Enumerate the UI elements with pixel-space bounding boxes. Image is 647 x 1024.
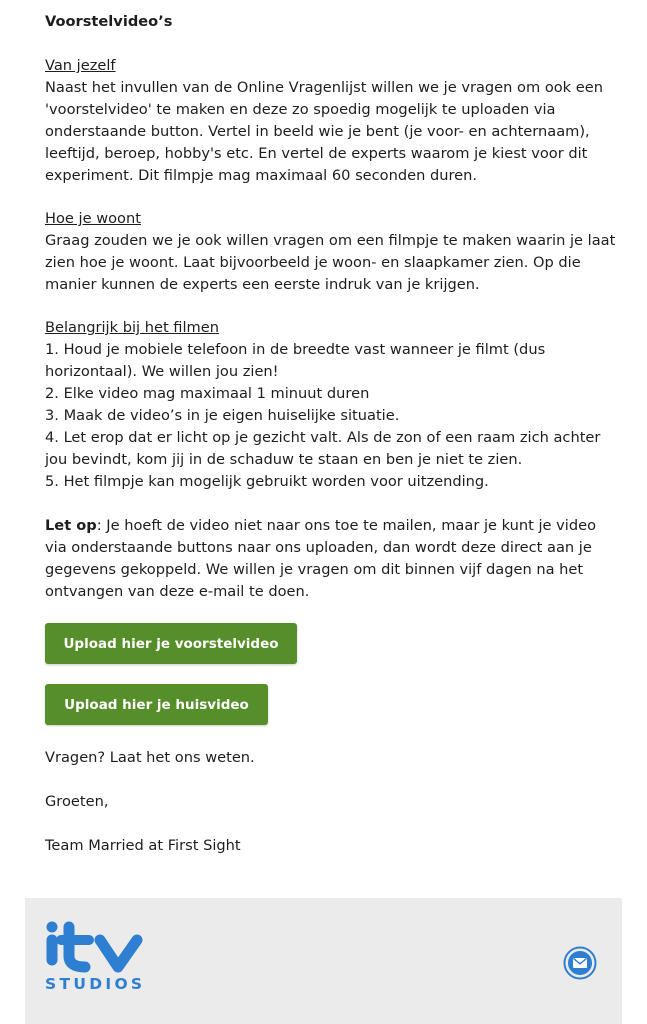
list-item: 3. Maak de video’s in je eigen huiselijke situatie.	[45, 407, 400, 424]
section-heading-belangrijk: Belangrijk bij het filmen	[45, 319, 219, 336]
notice-line: via onderstaande buttons naar ons uploaden, dan wordt deze direct aan je	[45, 539, 592, 556]
paragraph-line: Naast het invullen van de Online Vragenlijst willen we je vragen om ook een	[45, 79, 603, 96]
footer	[25, 898, 622, 1024]
notice-text: : Je hoeft de video niet naar ons toe te mailen, maar je kunt je video	[96, 517, 597, 534]
studios-label: STUDIOS	[45, 975, 146, 993]
paragraph-line: leeftijd, beroep, hobby's etc. En vertel de experts waarom je kiest voor dit	[45, 145, 588, 162]
section-heading-van-jezelf: Van jezelf	[45, 57, 116, 74]
upload-intro-video-button[interactable]: Upload hier je voorstelvideo	[45, 623, 297, 664]
itv-logo[interactable]	[45, 921, 155, 1016]
list-item: 1. Houd je mobiele telefoon in de breedte vast wanneer je filmt (dus	[45, 341, 546, 358]
list-item: 4. Let erop dat er licht op je gezicht valt. Als de zon of een raam zich achter	[45, 429, 601, 446]
list-item: 2. Elke video mag maximaal 1 minuut duren	[45, 385, 370, 402]
notice-label: Let op	[45, 517, 97, 534]
section-heading-hoe-je-woont: Hoe je woont	[45, 210, 141, 227]
paragraph-line: manier kunnen de experts een eerste indruk van je krijgen.	[45, 276, 480, 293]
paragraph-line: 'voorstelvideo' te maken en deze zo spoedig mogelijk te uploaden via	[45, 101, 556, 118]
list-item: horizontaal). We willen jou zien!	[45, 363, 279, 380]
notice-line: gegevens gekoppeld. We willen je vragen om dit binnen vijf dagen na het	[45, 561, 584, 578]
notice-line: ontvangen van deze e-mail te doen.	[45, 583, 310, 600]
list-item: jou bevindt, kom jij in de schaduw te staan en ben je niet te zien.	[45, 451, 523, 468]
list-item: 5. Het filmpje kan mogelijk gebruikt worden voor uitzending.	[45, 473, 489, 490]
notice-line	[45, 515, 596, 537]
questions-text: Vragen? Laat het ons weten.	[45, 749, 255, 766]
greeting-text: Groeten,	[45, 793, 109, 810]
paragraph-line: Graag zouden we je ook willen vragen om een filmpje te maken waarin je laat	[45, 232, 616, 249]
paragraph-line: onderstaande button. Vertel in beeld wie je bent (je voor- en achternaam),	[45, 123, 590, 140]
email-title: Voorstelvideo’s	[45, 13, 173, 30]
paragraph-line: experiment. Dit filmpje mag maximaal 60 seconden duren.	[45, 167, 478, 184]
mail-icon[interactable]	[563, 946, 597, 980]
upload-house-video-button[interactable]: Upload hier je huisvideo	[45, 684, 268, 725]
signature-text: Team Married at First Sight	[45, 837, 241, 854]
paragraph-line: zien hoe je woont. Laat bijvoorbeeld je woon- en slaapkamer zien. Op die	[45, 254, 581, 271]
